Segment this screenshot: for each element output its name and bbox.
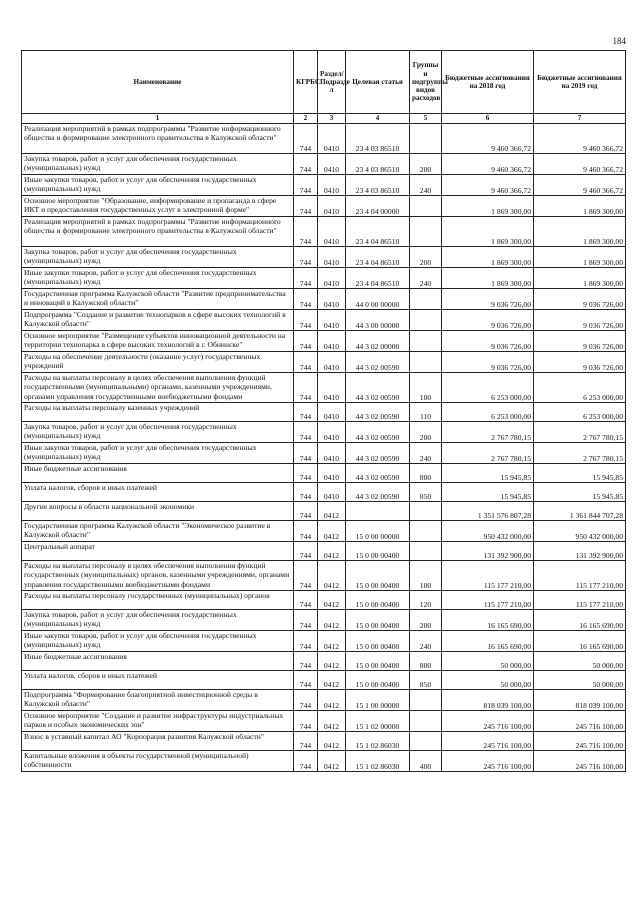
row-group — [410, 711, 442, 732]
row-amount-2019: 115 177 210,00 — [534, 591, 626, 610]
row-group: 240 — [410, 268, 442, 289]
row-section: 0412 — [318, 711, 346, 732]
row-name: Закупка товаров, работ и услуг для обеспечения государственных (муниципальных) нужд — [22, 247, 294, 268]
row-kgrbs: 744 — [294, 175, 318, 196]
table-row — [22, 652, 626, 671]
row-name: Иные закупки товаров, работ и услуг для обеспечения государственных (муниципальных) нужд — [22, 175, 294, 196]
row-target: 15 1 02 86030 — [346, 751, 410, 772]
row-section: 0410 — [318, 443, 346, 464]
row-amount-2018: 9 036 726,00 — [442, 352, 534, 373]
table-row — [22, 542, 626, 561]
row-section: 0410 — [318, 196, 346, 217]
row-amount-2019: 2 767 780,15 — [534, 443, 626, 464]
row-group: 200 — [410, 247, 442, 268]
row-amount-2019: 9 460 366,72 — [534, 124, 626, 154]
row-target: 44 3 02 00590 — [346, 373, 410, 403]
row-target: 44 3 02 00590 — [346, 483, 410, 502]
row-target: 44 3 02 00590 — [346, 464, 410, 483]
row-section: 0412 — [318, 542, 346, 561]
row-kgrbs: 744 — [294, 247, 318, 268]
table-row — [22, 591, 626, 610]
table-row — [22, 154, 626, 175]
row-amount-2018: 16 165 690,00 — [442, 610, 534, 631]
row-group: 240 — [410, 631, 442, 652]
row-amount-2018: 50 000,00 — [442, 671, 534, 690]
table-row — [22, 443, 626, 464]
row-target: 15 0 00 00000 — [346, 521, 410, 542]
row-section: 0410 — [318, 268, 346, 289]
row-kgrbs: 744 — [294, 154, 318, 175]
row-section: 0412 — [318, 561, 346, 591]
row-kgrbs: 744 — [294, 483, 318, 502]
row-target: 15 0 00 00400 — [346, 610, 410, 631]
row-name: Расходы на выплаты персоналу государственных (муниципальных) органов — [22, 591, 294, 610]
row-kgrbs: 744 — [294, 310, 318, 331]
table-row — [22, 289, 626, 310]
row-kgrbs: 744 — [294, 591, 318, 610]
row-section: 0412 — [318, 690, 346, 711]
row-kgrbs: 744 — [294, 671, 318, 690]
table-row — [22, 561, 626, 591]
col-number: 5 — [410, 114, 442, 124]
row-kgrbs: 744 — [294, 196, 318, 217]
budget-table — [21, 50, 626, 772]
row-amount-2018: 245 716 100,00 — [442, 751, 534, 772]
row-amount-2019: 9 460 366,72 — [534, 175, 626, 196]
table-row — [22, 502, 626, 521]
header-group: Группы и подгруппы видов расходов — [410, 51, 442, 114]
table-row — [22, 124, 626, 154]
row-amount-2019: 1 361 844 707,28 — [534, 502, 626, 521]
row-amount-2019: 245 716 100,00 — [534, 711, 626, 732]
row-group — [410, 502, 442, 521]
row-kgrbs: 744 — [294, 751, 318, 772]
table-row — [22, 217, 626, 247]
row-kgrbs: 744 — [294, 443, 318, 464]
row-section: 0412 — [318, 502, 346, 521]
row-amount-2018: 1 869 300,00 — [442, 196, 534, 217]
row-target: 23 4 04 00000 — [346, 196, 410, 217]
row-name: Реализация мероприятий в рамках подпрограммы "Развитие информационного общества и формирование электронного правительства в Калужской области" — [22, 124, 294, 154]
row-kgrbs: 744 — [294, 422, 318, 443]
row-amount-2019: 245 716 100,00 — [534, 732, 626, 751]
row-group: 800 — [410, 652, 442, 671]
row-group — [410, 690, 442, 711]
row-target: 15 0 00 00400 — [346, 671, 410, 690]
row-amount-2018: 1 869 300,00 — [442, 247, 534, 268]
row-kgrbs: 744 — [294, 561, 318, 591]
col-number: 2 — [294, 114, 318, 124]
row-kgrbs: 744 — [294, 521, 318, 542]
table-row — [22, 310, 626, 331]
row-amount-2019: 245 716 100,00 — [534, 751, 626, 772]
row-kgrbs: 744 — [294, 732, 318, 751]
row-group — [410, 124, 442, 154]
row-name: Реализация мероприятий в рамках подпрограммы "Развитие информационного общества и формирование электронного правительства в Калужской области" — [22, 217, 294, 247]
row-name: Расходы на выплаты персоналу в целях обеспечения выполнения функций государственными (муниципальными) органами, казенными учреждениями, органами управления государственными внебюджетными фондами — [22, 373, 294, 403]
row-group — [410, 217, 442, 247]
row-target: 44 3 02 00590 — [346, 422, 410, 443]
row-amount-2018: 818 039 100,00 — [442, 690, 534, 711]
row-name: Уплата налогов, сборов и иных платежей — [22, 483, 294, 502]
table-row — [22, 671, 626, 690]
row-group: 200 — [410, 422, 442, 443]
row-target: 44 3 00 00000 — [346, 310, 410, 331]
table-row — [22, 521, 626, 542]
row-name: Иные закупки товаров, работ и услуг для обеспечения государственных (муниципальных) нужд — [22, 443, 294, 464]
row-amount-2019: 9 036 726,00 — [534, 289, 626, 310]
row-target: 44 3 02 00000 — [346, 331, 410, 352]
row-amount-2019: 50 000,00 — [534, 652, 626, 671]
row-target: 15 0 00 00400 — [346, 631, 410, 652]
row-section: 0410 — [318, 175, 346, 196]
row-amount-2019: 9 036 726,00 — [534, 352, 626, 373]
row-amount-2018: 9 460 366,72 — [442, 124, 534, 154]
row-name: Подпрограмма "Формирование благоприятной инвестиционной среды в Калужской области" — [22, 690, 294, 711]
row-section: 0410 — [318, 217, 346, 247]
row-amount-2018: 6 253 000,00 — [442, 403, 534, 422]
row-amount-2018: 2 767 780,15 — [442, 443, 534, 464]
header-2018: Бюджетные ассигнования на 2018 год — [442, 51, 534, 114]
row-name: Основное мероприятие "Размещение субъектов инновационной деятельности на территории технопарка в сфере высоких технологий в г. Обнинске" — [22, 331, 294, 352]
row-target: 44 3 02 00590 — [346, 403, 410, 422]
row-amount-2018: 1 351 576 807,28 — [442, 502, 534, 521]
row-group — [410, 521, 442, 542]
table-row — [22, 268, 626, 289]
row-amount-2018: 245 716 100,00 — [442, 732, 534, 751]
row-group: 850 — [410, 483, 442, 502]
row-section: 0412 — [318, 652, 346, 671]
row-name: Государственная программа Калужской области "Развитие предпринимательства и инноваций в Калужской области" — [22, 289, 294, 310]
row-amount-2018: 9 460 366,72 — [442, 154, 534, 175]
row-name: Иные закупки товаров, работ и услуг для обеспечения государственных (муниципальных) нужд — [22, 631, 294, 652]
row-target: 44 3 02 00590 — [346, 443, 410, 464]
row-group — [410, 542, 442, 561]
table-row — [22, 403, 626, 422]
row-target: 15 0 00 00400 — [346, 591, 410, 610]
row-name: Взнос в уставный капитал АО "Корпорация развития Калужской области" — [22, 732, 294, 751]
row-group: 850 — [410, 671, 442, 690]
header-target: Целевая статья — [346, 51, 410, 114]
row-group — [410, 352, 442, 373]
table-row — [22, 247, 626, 268]
row-kgrbs: 744 — [294, 502, 318, 521]
table-header-row — [22, 51, 626, 114]
row-target: 23 4 03 86510 — [346, 154, 410, 175]
col-number: 7 — [534, 114, 626, 124]
row-group: 110 — [410, 403, 442, 422]
table-row — [22, 751, 626, 772]
col-number: 4 — [346, 114, 410, 124]
row-amount-2019: 15 945,85 — [534, 464, 626, 483]
row-name: Расходы на обеспечение деятельности (оказание услуг) государственных учреждений — [22, 352, 294, 373]
row-name: Расходы на выплаты персоналу в целях обеспечения выполнения функций государственных (муниципальных) органов, казенными учреждениями, органами управления государственными внебюджетными фондами — [22, 561, 294, 591]
row-amount-2018: 50 000,00 — [442, 652, 534, 671]
row-target: 15 0 00 00400 — [346, 542, 410, 561]
row-amount-2018: 115 177 210,00 — [442, 561, 534, 591]
row-section: 0412 — [318, 610, 346, 631]
row-section: 0410 — [318, 403, 346, 422]
row-amount-2019: 16 165 690,00 — [534, 610, 626, 631]
row-target: 15 1 02 00000 — [346, 711, 410, 732]
row-target: 44 0 00 00000 — [346, 289, 410, 310]
row-target: 23 4 04 86510 — [346, 217, 410, 247]
row-group — [410, 331, 442, 352]
row-amount-2018: 950 432 000,00 — [442, 521, 534, 542]
row-section: 0410 — [318, 422, 346, 443]
row-name: Капитальные вложения в объекты государственной (муниципальной) собственности — [22, 751, 294, 772]
row-name: Другие вопросы в области национальной экономики — [22, 502, 294, 521]
row-amount-2018: 2 767 780,15 — [442, 422, 534, 443]
col-number: 6 — [442, 114, 534, 124]
table-row — [22, 483, 626, 502]
row-target: 23 4 04 86510 — [346, 268, 410, 289]
row-name: Закупка товаров, работ и услуг для обеспечения государственных (муниципальных) нужд — [22, 422, 294, 443]
row-amount-2018: 15 945,85 — [442, 464, 534, 483]
table-row — [22, 610, 626, 631]
row-target: 15 0 00 00400 — [346, 652, 410, 671]
row-kgrbs: 744 — [294, 652, 318, 671]
row-name: Закупка товаров, работ и услуг для обеспечения государственных (муниципальных) нужд — [22, 610, 294, 631]
header-section: Раздел/ Подразде л — [318, 51, 346, 114]
row-group — [410, 196, 442, 217]
row-group: 800 — [410, 464, 442, 483]
table-row — [22, 464, 626, 483]
row-name: Расходы на выплаты персоналу казенных учреждений — [22, 403, 294, 422]
row-group: 240 — [410, 175, 442, 196]
row-kgrbs: 744 — [294, 542, 318, 561]
table-row — [22, 175, 626, 196]
row-amount-2019: 50 000,00 — [534, 671, 626, 690]
row-target: 44 3 02 00590 — [346, 352, 410, 373]
row-group: 200 — [410, 154, 442, 175]
row-kgrbs: 744 — [294, 631, 318, 652]
row-kgrbs: 744 — [294, 464, 318, 483]
header-name: Наименование — [22, 51, 294, 114]
table-row — [22, 690, 626, 711]
row-group — [410, 289, 442, 310]
header-kgrbs: КГРБС — [294, 51, 318, 114]
row-group: 200 — [410, 610, 442, 631]
col-number: 3 — [318, 114, 346, 124]
row-section: 0412 — [318, 591, 346, 610]
row-name: Подпрограмма "Создание и развитие технопарков в сфере высоких технологий в Калужской области" — [22, 310, 294, 331]
row-amount-2018: 15 945,85 — [442, 483, 534, 502]
row-amount-2019: 2 767 780,15 — [534, 422, 626, 443]
row-section: 0412 — [318, 732, 346, 751]
row-section: 0410 — [318, 331, 346, 352]
row-name: Государственная программа Калужской области "Экономическое развитие в Калужской области" — [22, 521, 294, 542]
row-amount-2019: 131 392 900,00 — [534, 542, 626, 561]
row-amount-2018: 6 253 000,00 — [442, 373, 534, 403]
table-body — [22, 124, 626, 772]
row-kgrbs: 744 — [294, 373, 318, 403]
row-target: 15 0 00 00400 — [346, 561, 410, 591]
row-section: 0410 — [318, 310, 346, 331]
row-amount-2018: 1 869 300,00 — [442, 217, 534, 247]
page-number: 184 — [612, 36, 626, 46]
table-row — [22, 373, 626, 403]
row-amount-2019: 1 869 300,00 — [534, 268, 626, 289]
row-section: 0412 — [318, 671, 346, 690]
row-kgrbs: 744 — [294, 352, 318, 373]
table-row — [22, 631, 626, 652]
row-kgrbs: 744 — [294, 610, 318, 631]
row-name: Иные бюджетные ассигнования — [22, 464, 294, 483]
row-amount-2018: 16 165 690,00 — [442, 631, 534, 652]
row-target: 23 4 04 86510 — [346, 247, 410, 268]
row-group — [410, 310, 442, 331]
row-amount-2018: 115 177 210,00 — [442, 591, 534, 610]
row-section: 0410 — [318, 124, 346, 154]
row-kgrbs: 744 — [294, 217, 318, 247]
row-section: 0410 — [318, 483, 346, 502]
row-amount-2018: 1 869 300,00 — [442, 268, 534, 289]
row-name: Иные бюджетные ассигнования — [22, 652, 294, 671]
column-number-row — [22, 114, 626, 124]
row-group — [410, 732, 442, 751]
row-target: 23 4 03 86510 — [346, 175, 410, 196]
row-section: 0412 — [318, 631, 346, 652]
row-amount-2019: 15 945,85 — [534, 483, 626, 502]
row-amount-2019: 9 036 726,00 — [534, 331, 626, 352]
row-group: 100 — [410, 373, 442, 403]
row-amount-2019: 115 177 210,00 — [534, 561, 626, 591]
row-kgrbs: 744 — [294, 690, 318, 711]
row-section: 0410 — [318, 289, 346, 310]
row-group: 100 — [410, 561, 442, 591]
row-amount-2019: 9 036 726,00 — [534, 310, 626, 331]
row-target: 15 1 02 86030 — [346, 732, 410, 751]
table-row — [22, 732, 626, 751]
row-name: Уплата налогов, сборов и иных платежей — [22, 671, 294, 690]
table-row — [22, 422, 626, 443]
row-name: Центральный аппарат — [22, 542, 294, 561]
row-name: Иные закупки товаров, работ и услуг для обеспечения государственных (муниципальных) нужд — [22, 268, 294, 289]
row-amount-2018: 9 460 366,72 — [442, 175, 534, 196]
row-section: 0410 — [318, 154, 346, 175]
col-number: 1 — [22, 114, 294, 124]
row-amount-2018: 9 036 726,00 — [442, 310, 534, 331]
row-kgrbs: 744 — [294, 124, 318, 154]
row-kgrbs: 744 — [294, 403, 318, 422]
row-kgrbs: 744 — [294, 289, 318, 310]
row-section: 0410 — [318, 464, 346, 483]
row-amount-2019: 9 460 366,72 — [534, 154, 626, 175]
row-amount-2019: 818 039 100,00 — [534, 690, 626, 711]
table-row — [22, 331, 626, 352]
row-amount-2018: 245 716 100,00 — [442, 711, 534, 732]
row-amount-2018: 9 036 726,00 — [442, 289, 534, 310]
row-amount-2019: 16 165 690,00 — [534, 631, 626, 652]
row-amount-2018: 9 036 726,00 — [442, 331, 534, 352]
row-amount-2019: 6 253 000,00 — [534, 373, 626, 403]
row-amount-2019: 1 869 300,00 — [534, 217, 626, 247]
row-name: Основное мероприятие "Образование, информирование и пропаганда в сфере ИКТ и предоставления государственных услуг в электронной форме" — [22, 196, 294, 217]
row-amount-2019: 950 432 000,00 — [534, 521, 626, 542]
row-group: 120 — [410, 591, 442, 610]
row-target — [346, 502, 410, 521]
row-kgrbs: 744 — [294, 331, 318, 352]
row-section: 0410 — [318, 247, 346, 268]
row-section: 0412 — [318, 521, 346, 542]
row-amount-2018: 131 392 900,00 — [442, 542, 534, 561]
row-group: 400 — [410, 751, 442, 772]
row-target: 23 4 03 86510 — [346, 124, 410, 154]
header-2019: Бюджетные ассигнования на 2019 год — [534, 51, 626, 114]
table-row — [22, 352, 626, 373]
row-kgrbs: 744 — [294, 268, 318, 289]
row-amount-2019: 1 869 300,00 — [534, 196, 626, 217]
table-row — [22, 196, 626, 217]
row-amount-2019: 1 869 300,00 — [534, 247, 626, 268]
row-name: Закупка товаров, работ и услуг для обеспечения государственных (муниципальных) нужд — [22, 154, 294, 175]
row-target: 15 1 00 00000 — [346, 690, 410, 711]
row-name: Основное мероприятие "Создание и развитие инфраструктуры индустриальных парков и особых экономических зон" — [22, 711, 294, 732]
row-amount-2019: 6 253 000,00 — [534, 403, 626, 422]
row-section: 0410 — [318, 352, 346, 373]
row-section: 0412 — [318, 751, 346, 772]
table-row — [22, 711, 626, 732]
row-section: 0410 — [318, 373, 346, 403]
row-group: 240 — [410, 443, 442, 464]
row-kgrbs: 744 — [294, 711, 318, 732]
